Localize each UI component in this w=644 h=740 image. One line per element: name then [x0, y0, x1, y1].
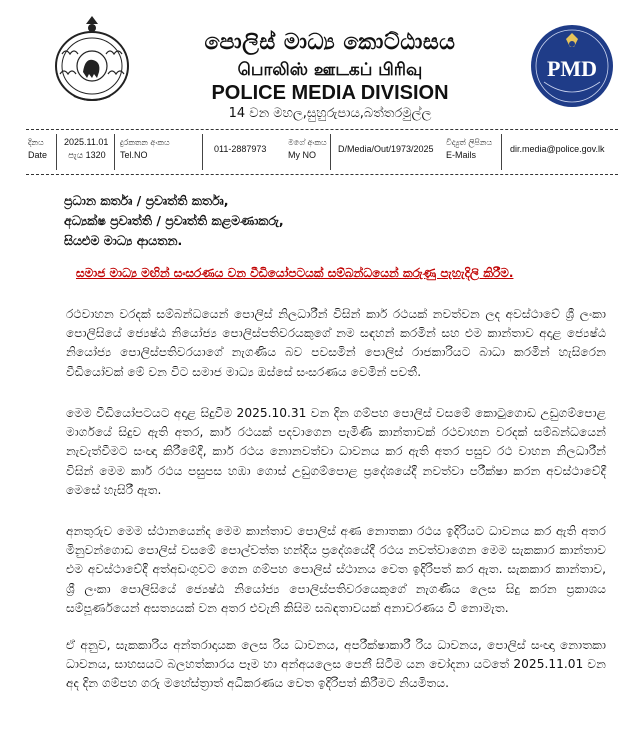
body-paragraph: මෙම වීඩියෝපටයට අදාළ සිදුවීම 2025.10.31 වන දින ගම්පහ පොලිස් වසමේ කොටුගොඩ උඩුගම්පොළ මාර්ගයේ සිදුව ඇති අතර, කාර් රථයක් පදවාගෙන පැමිණි කාන්තාවක් රථවාහන වරදක් සම්බන්ධයෙන් නැවැත්වීමට සංඥා කිරීමේදී, කාර් රථය නොනවත්වා ධාවනය කර ඇති අතර පසුව රථ වාහන නිලධාරීන් විසින් මෙම කාර් රථය පසුපස හඹා ගොස් උඩුගම්පොළ ප්‍රදේශයේදී නවත්වා පරීක්ෂා කරන අවස්ථාවේදී මෙසේ හැසිරී ඇත.	[66, 406, 606, 497]
reference-bar	[26, 129, 618, 175]
recipient-line: ප්‍රධාන කර්තෘ / ප්‍රවෘත්ති කර්තෘ,	[64, 193, 229, 208]
tel-label: දුරකතන අංකය Tel.NO	[120, 138, 170, 160]
body-paragraph: අනතුරුව මෙම ස්ථානයෙන්ද මෙම කාන්තාව පොලිස් අණ නොතකා රථය ඉදිරියට ධාවනය කර ඇති අතර මිනුවන්ගොඩ පොලිස් වසමේ පොල්වත්ත හන්දිය ප්‍රදේශයේදී රථය නවත්වාගෙන මෙම සැකකාර කාන්තාව එම අවස්ථාවේදී අත්අඩංගුවට ගෙන ගම්පහ පොලිස් ස්ථානය වෙත ඉදිරිපත් කර ඇත. සැකකාර කාන්තාව, ශ්‍රී ලංකා පොලිසියේ ජ්‍යෙෂ්ඨ නියෝජ්‍ය පොලිස්පතිවරයෙකුගේ නැගණිය ලෙස සිදු කරන ප්‍රකාශය සම්පූර්ණයෙන් අසත්‍යයක් වන අතර එවැනි කිසිම සබඳතාවයක් අනාවරණය වී නොමැත.	[66, 524, 606, 615]
recipient-line: සියළුම මාධ්‍ය ආයතන.	[64, 233, 183, 248]
body-paragraph: ඒ අනුව, සැකකාරිය අන්තරාදායක ලෙස රිය ධාවනය, අපරීක්ෂාකාරී රිය ධාවනය, පොලිස් සංඥා නොතකා ධාවනය, සාහසයට බලහත්කාරය පෑම හා අන්අයලෙස පෙනී සිටීම යන චෝදනා යටතේ 2025.11.01 වන අද දින ගම්පහ ගරු මහේස්ත්‍රාත් අධිකරණය වෙත ඉදිරිපත් කිරීමට නියමිතය.	[66, 638, 606, 691]
email-value: dir.media@police.gov.lk	[510, 144, 605, 154]
pmd-logo-text: PMD	[546, 56, 598, 81]
date-value: 2025.11.01 පැය 1320	[64, 137, 109, 160]
recipient-line: අධ්‍යක්ෂ ප්‍රවෘත්ති / ප්‍රවෘත්ති කළමණාකරු,	[64, 213, 284, 228]
tel-value: 011-2887973	[214, 144, 267, 154]
email-label: විද්‍යුත් ලිපිනය E-Mails	[446, 138, 493, 160]
subject-line: සමාජ මාධ්‍ය මඟින් සංසරණය වන වීඩියෝපටයක් සම්බන්ධයෙන් කරුණු පැහැදිලි කිරීම.	[76, 266, 514, 280]
date-label: දිනය Date	[28, 138, 48, 160]
title-sinhala: පොලිස් මාධ්‍ය කොට්ඨාසය	[204, 30, 456, 55]
title-english: POLICE MEDIA DIVISION	[211, 82, 449, 104]
title-tamil: பொலிஸ் ஊடகப் பிரிவு	[237, 60, 423, 80]
my-no-label: මගේ අංකය My NO	[288, 138, 327, 160]
police-emblem-logo	[52, 14, 132, 102]
my-no-value: D/Media/Out/1973/2025	[338, 144, 434, 154]
pmd-logo	[530, 24, 614, 108]
body-paragraph: රථවාහන වරදක් සම්බන්ධයෙන් පොලිස් නිලධාරීන් විසින් කාර් රථයක් නවත්වන ලද අවස්ථාවේ ශ්‍රී ලංකා පොලිසියේ ජ්‍යෙෂ්ඨ නියෝජ්‍ය පොලිස්පතිවරයකුගේ නම සඳහන් කරමින් සහ එම කාන්තාව අදාළ ජ්‍යෙෂ්ඨ නියෝජ්‍ය පොලිස්පතිවරයාගේ නැගණිය බව පවසමින් පොලිස් රාජකාරියට බාධා කරමින් හැසිරෙන වීඩියෝවක් මේ වන විට සමාජ මාධ්‍ය ඔස්සේ සංසරණය වෙමින් පවතී.	[66, 307, 606, 379]
office-address: 14 වන මහල,සුහුරුපාය,බත්තරමුල්ල	[228, 106, 432, 121]
